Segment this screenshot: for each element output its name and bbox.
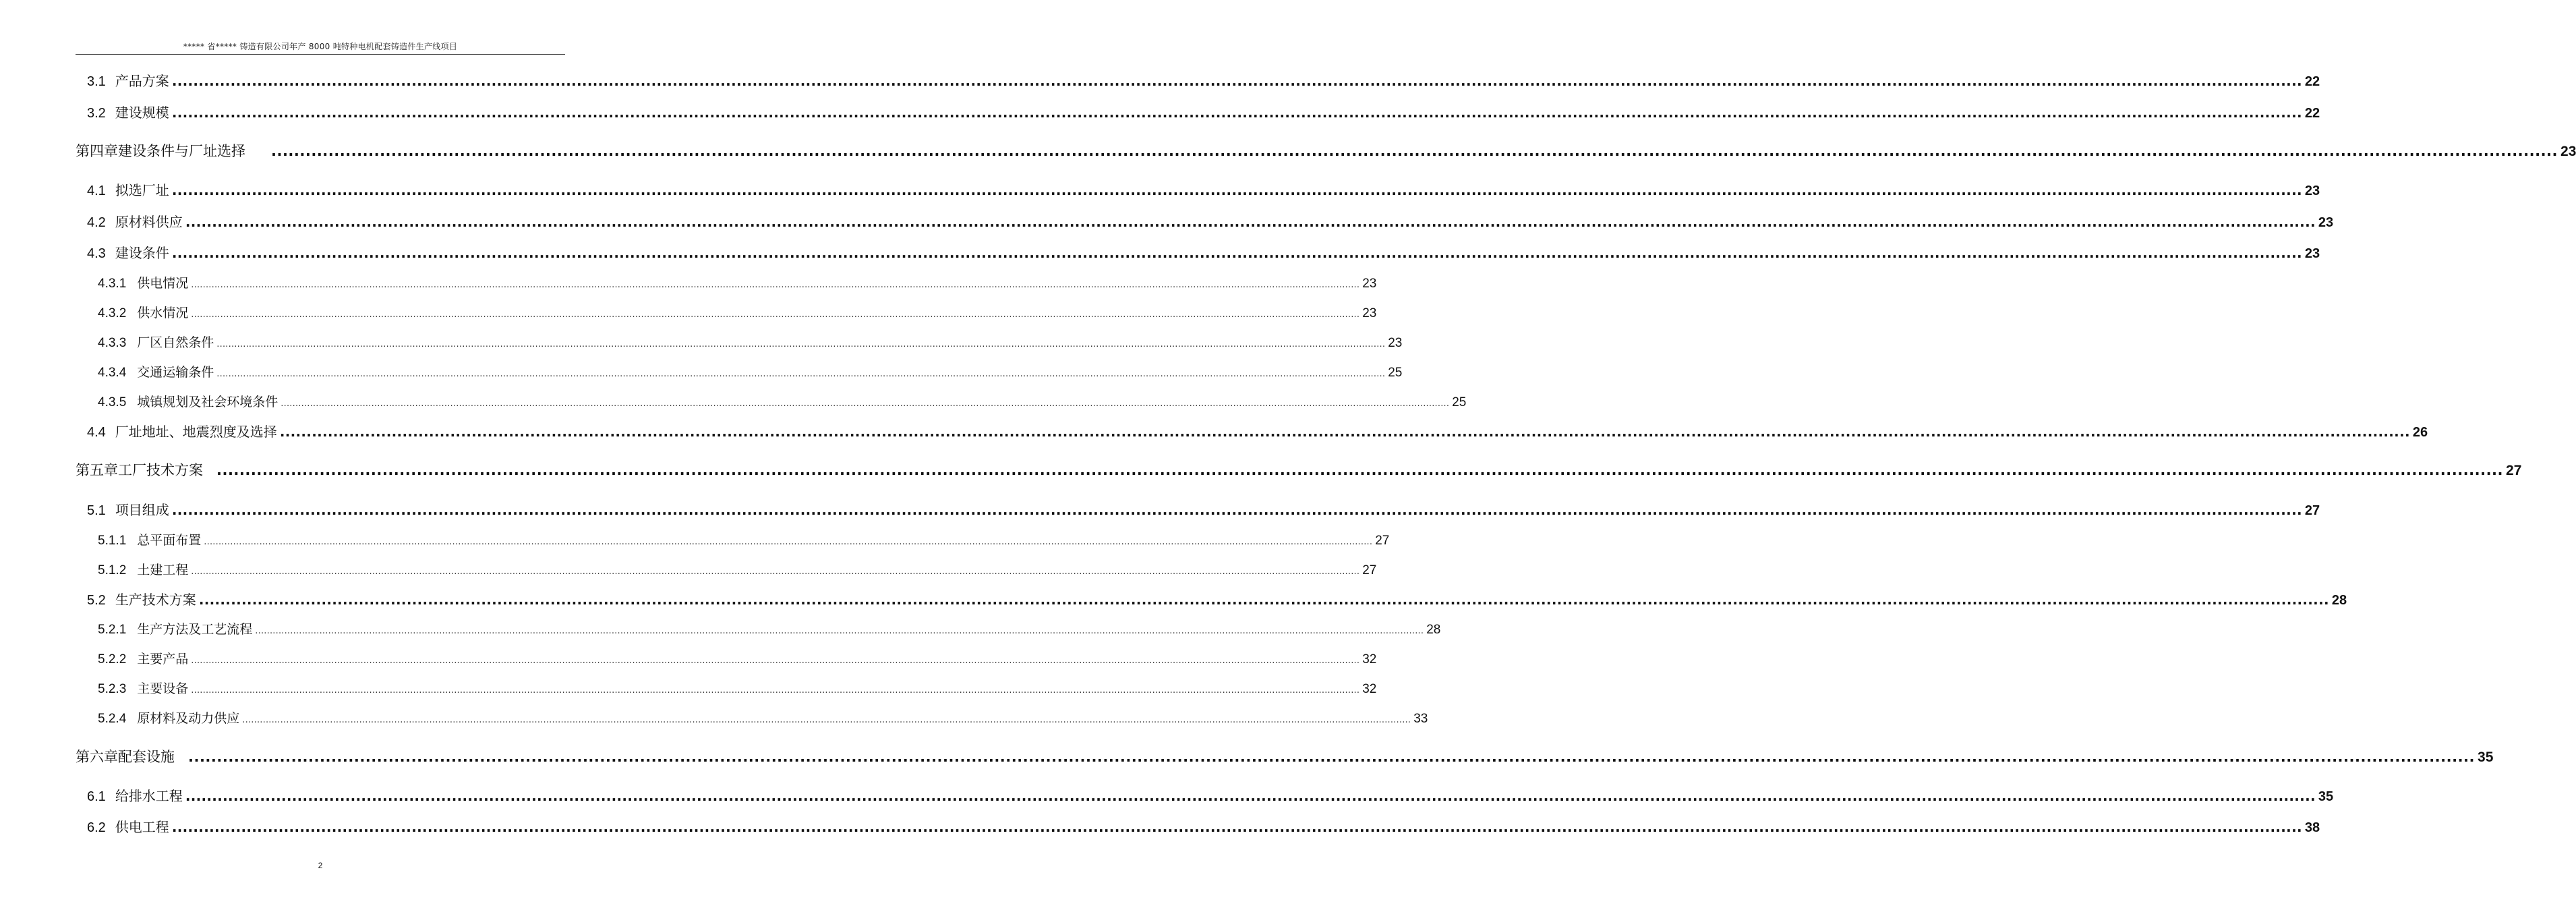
toc-dot-leader: ................................................................................................................................................................................................................................................................................................................................................................................................................ bbox=[216, 339, 1386, 349]
toc-entry-number: 3.1 bbox=[87, 74, 106, 89]
toc-dot-leader: ................................................................................................................................................................................................................................................................................................................................................................................................................ bbox=[255, 626, 1424, 636]
toc-entry-page: 35 bbox=[2478, 749, 2494, 765]
toc-dot-leader: ................................................................................................................................................................................................................................................................................................................................................................................................................ bbox=[281, 399, 1450, 409]
toc-entry-page: 32 bbox=[1362, 652, 1377, 666]
toc-dot-leader: ................................................................................................................................................................................................................................................................................................................................................................................................................ bbox=[188, 749, 2476, 765]
toc-entry-title: 交通运输条件 bbox=[137, 365, 214, 380]
toc-entry-page: 23 bbox=[2560, 144, 2576, 159]
toc-entry-number: 5.2.4 bbox=[98, 712, 127, 726]
toc-entry[interactable] bbox=[87, 102, 2320, 121]
toc-entry-title: 拟选厂址 bbox=[115, 182, 169, 198]
toc-entry-title: 项目组成 bbox=[115, 502, 169, 518]
toc-entry-page: 23 bbox=[2304, 183, 2320, 198]
toc-entry-number: 5.2 bbox=[87, 593, 106, 608]
toc-entry[interactable] bbox=[87, 785, 2334, 805]
toc-entry[interactable] bbox=[98, 303, 1377, 321]
toc-dot-leader: ................................................................................................................................................................................................................................................................................................................................................................................................................ bbox=[191, 310, 1360, 320]
toc-entry-number: 5.2.3 bbox=[98, 682, 127, 696]
toc-entry-title: 原材料及动力供应 bbox=[137, 711, 240, 726]
toc-entry-number: 5.2.1 bbox=[98, 623, 127, 637]
toc-entry-page: 33 bbox=[1413, 712, 1428, 726]
toc-entry-title: 建设条件 bbox=[115, 245, 169, 261]
toc-entry-number: 4.3.1 bbox=[98, 277, 127, 291]
toc-dot-leader: ................................................................................................................................................................................................................................................................................................................................................................................................................ bbox=[271, 143, 2558, 159]
toc-entry-title: 主要设备 bbox=[137, 681, 189, 696]
toc-entry[interactable] bbox=[87, 242, 2320, 262]
toc-entry-number: 第六章 bbox=[76, 749, 118, 765]
toc-entry-title: 土建工程 bbox=[137, 563, 189, 577]
toc-entry[interactable] bbox=[87, 499, 2320, 519]
toc-entry[interactable] bbox=[98, 679, 1377, 697]
toc-entry-title: 供水情况 bbox=[137, 306, 189, 320]
toc-entry-page: 27 bbox=[2304, 503, 2320, 518]
toc-dot-leader: ................................................................................................................................................................................................................................................................................................................................................................................................................ bbox=[216, 462, 2504, 478]
toc-entry-page: 22 bbox=[2304, 74, 2320, 89]
toc-entry[interactable] bbox=[98, 273, 1377, 291]
toc-entry[interactable] bbox=[87, 589, 2347, 608]
toc-entry-number: 4.3 bbox=[87, 246, 106, 261]
toc-entry-page: 38 bbox=[2304, 820, 2320, 835]
toc-entry-page: 23 bbox=[1388, 336, 1403, 350]
toc-entry-page: 27 bbox=[1362, 563, 1377, 577]
toc-entry-page: 26 bbox=[2412, 425, 2428, 440]
toc-entry[interactable] bbox=[87, 816, 2320, 836]
toc-dot-leader: ................................................................................................................................................................................................................................................................................................................................................................................................................ bbox=[204, 537, 1373, 547]
toc-entry-page: 23 bbox=[1362, 306, 1377, 320]
toc-entry-number: 6.1 bbox=[87, 789, 106, 804]
toc-entry-page: 23 bbox=[2304, 246, 2320, 261]
toc-dot-leader: ................................................................................................................................................................................................................................................................................................................................................................................................................ bbox=[279, 424, 2410, 440]
toc-entry-page: 25 bbox=[1452, 395, 1467, 409]
toc-entry-title: 总平面布置 bbox=[137, 533, 202, 548]
toc-entry[interactable] bbox=[98, 362, 1403, 380]
toc-entry[interactable] bbox=[98, 708, 1428, 727]
toc-entry[interactable] bbox=[87, 421, 2428, 441]
toc-dot-leader: ................................................................................................................................................................................................................................................................................................................................................................................................................ bbox=[171, 73, 2302, 89]
page-number: 2 bbox=[318, 861, 323, 870]
toc-entry-title: 主要产品 bbox=[137, 652, 189, 666]
toc-entry-title: 供电工程 bbox=[115, 819, 169, 835]
toc-entry-number: 5.1 bbox=[87, 503, 106, 518]
toc-dot-leader: ................................................................................................................................................................................................................................................................................................................................................................................................................ bbox=[171, 502, 2302, 518]
toc-dot-leader: ................................................................................................................................................................................................................................................................................................................................................................................................................ bbox=[171, 105, 2302, 121]
toc-dot-leader: ................................................................................................................................................................................................................................................................................................................................................................................................................ bbox=[171, 819, 2302, 835]
toc-entry-number: 4.4 bbox=[87, 425, 106, 440]
toc-entry[interactable] bbox=[98, 333, 1403, 351]
toc-entry-title: 第四章建设条件与厂址选择 bbox=[76, 143, 245, 159]
toc-entry[interactable] bbox=[87, 70, 2320, 90]
toc-entry-title: 生产方法及工艺流程 bbox=[137, 622, 253, 637]
toc-entry-title: 生产技术方案 bbox=[115, 592, 196, 608]
toc-entry-number: 5.1.1 bbox=[98, 534, 127, 548]
toc-entry-title: 厂区自然条件 bbox=[137, 335, 214, 350]
toc-entry[interactable] bbox=[87, 211, 2334, 231]
toc-entry-number: 5.2.2 bbox=[98, 652, 127, 666]
toc-entry[interactable] bbox=[87, 179, 2320, 199]
toc-entry-number: 第五章 bbox=[76, 462, 118, 478]
toc-entry[interactable] bbox=[98, 392, 1467, 410]
toc-entry-page: 22 bbox=[2304, 106, 2320, 121]
toc-dot-leader: ................................................................................................................................................................................................................................................................................................................................................................................................................ bbox=[191, 567, 1360, 577]
toc-entry-title: 城镇规划及社会环境条件 bbox=[137, 395, 279, 409]
toc-entry[interactable] bbox=[76, 459, 2522, 480]
toc-entry-page: 28 bbox=[2331, 593, 2347, 608]
toc-entry-page: 35 bbox=[2318, 789, 2334, 804]
toc-dot-leader: ................................................................................................................................................................................................................................................................................................................................................................................................................ bbox=[191, 280, 1360, 290]
toc-entry-title: 工厂技术方案 bbox=[118, 462, 203, 478]
toc-entry-page: 23 bbox=[2318, 215, 2334, 230]
toc-entry-number: 4.2 bbox=[87, 215, 106, 230]
toc-dot-leader: ................................................................................................................................................................................................................................................................................................................................................................................................................ bbox=[191, 656, 1360, 666]
toc-entry[interactable] bbox=[76, 140, 2576, 161]
toc-entry[interactable] bbox=[98, 530, 1390, 548]
toc-entry-page: 25 bbox=[1388, 366, 1403, 380]
toc-entry-title: 供电情况 bbox=[137, 276, 189, 291]
toc-entry[interactable] bbox=[98, 560, 1377, 578]
toc-entry-number: 6.2 bbox=[87, 820, 106, 835]
toc-entry-number: 4.3.4 bbox=[98, 366, 127, 380]
toc-entry-title: 给排水工程 bbox=[115, 788, 183, 804]
toc-entry-title: 配套设施 bbox=[118, 749, 175, 765]
toc-dot-leader: ................................................................................................................................................................................................................................................................................................................................................................................................................ bbox=[198, 592, 2329, 608]
toc-entry-number: 4.1 bbox=[87, 183, 106, 198]
toc-entry[interactable] bbox=[98, 649, 1377, 667]
toc-entry[interactable] bbox=[76, 746, 2494, 766]
toc-entry-page: 27 bbox=[2506, 463, 2522, 478]
toc-dot-leader: ................................................................................................................................................................................................................................................................................................................................................................................................................ bbox=[242, 715, 1411, 725]
toc-entry-page: 27 bbox=[1375, 534, 1390, 548]
toc-entry-title: 建设规模 bbox=[115, 105, 169, 121]
toc-entry-page: 23 bbox=[1362, 277, 1377, 291]
toc-entry-number: 4.3.3 bbox=[98, 336, 127, 350]
toc-entry-number: 4.3.5 bbox=[98, 395, 127, 409]
toc-dot-leader: ................................................................................................................................................................................................................................................................................................................................................................................................................ bbox=[185, 214, 2316, 230]
toc-entry-page: 32 bbox=[1362, 682, 1377, 696]
toc-entry-title: 产品方案 bbox=[115, 73, 169, 89]
toc-entry-number: 3.2 bbox=[87, 106, 106, 121]
toc-entry-number: 5.1.2 bbox=[98, 563, 127, 577]
toc-dot-leader: ................................................................................................................................................................................................................................................................................................................................................................................................................ bbox=[171, 245, 2302, 261]
toc-dot-leader: ................................................................................................................................................................................................................................................................................................................................................................................................................ bbox=[216, 369, 1386, 379]
toc-dot-leader: ................................................................................................................................................................................................................................................................................................................................................................................................................ bbox=[171, 182, 2302, 198]
running-header: ***** 省***** 铸造有限公司年产 8000 吨特种电机配套铸造件生产线项目 bbox=[183, 42, 458, 51]
toc-dot-leader: ................................................................................................................................................................................................................................................................................................................................................................................................................ bbox=[191, 685, 1360, 696]
toc-entry-title: 原材料供应 bbox=[115, 214, 183, 230]
toc-entry-page: 28 bbox=[1426, 623, 1441, 637]
toc-entry-title: 厂址地址、地震烈度及选择 bbox=[115, 424, 277, 440]
toc-entry-number: 4.3.2 bbox=[98, 306, 127, 320]
toc-dot-leader: ................................................................................................................................................................................................................................................................................................................................................................................................................ bbox=[185, 788, 2316, 804]
toc-entry[interactable] bbox=[98, 619, 1441, 637]
